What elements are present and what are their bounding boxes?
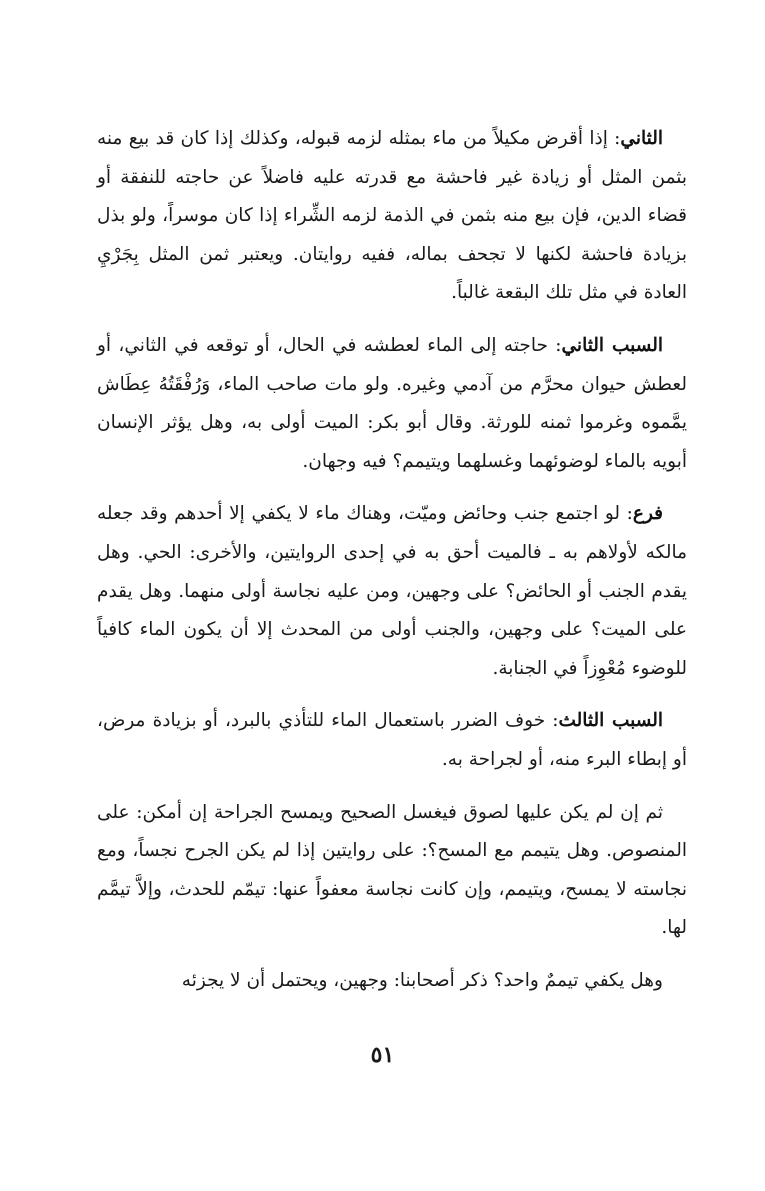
paragraph-second-case <box>97 120 687 313</box>
paragraph-third-reason <box>97 702 687 779</box>
paragraph-lead: الثاني <box>620 128 663 149</box>
paragraph-bandage-ruling <box>97 794 687 948</box>
paragraph-lead: السبب الثالث <box>558 710 663 732</box>
paragraph-single-tayammum <box>97 962 687 1001</box>
paragraph-text: : لو اجتمع جنب وحائض وميّت، وهناك ماء لا يكفي إلا أحدهم وقد جعله مالكه لأولاهم به ـ فالميت أحق به في إحدى الروايتين، والأخرى: الحي. وهل يقدم الجنب أو الحائض؟ على وجهين، ومن عليه نجاسة أولى منهما. وهل يقدم على الميت؟ على وجهين، والجنب أولى من المحدث إلا أن يكون الماء كافياً للوضوء مُعْوِزاً في الجنابة. <box>97 503 687 679</box>
paragraph-text: : خوف الضرر باستعمال الماء للتأذي بالبرد، أو بزيادة مرض، أو إبطاء البرء منه، أو لجراحة به. <box>97 710 687 770</box>
paragraph-second-reason <box>97 327 687 481</box>
page-body-text <box>97 120 687 1014</box>
paragraph-text: : حاجته إلى الماء لعطشه في الحال، أو توقعه في الثاني، أو لعطش حيوان محرَّم من آدمي وغيره. ولو مات صاحب الماء، وَرُفْقَتُهُ عِطَاش يمَّموه وغرموا ثمنه للورثة. وقال أبو بكر: الميت أولى به، وهل يؤثر الإنسان أبويه بالماء لوضوئهما وغسلهما ويتيمم؟ فيه وجهان. <box>97 334 687 472</box>
paragraph-lead: فرع <box>632 503 663 525</box>
paragraph-text: ثم إن لم يكن عليها لصوق فيغسل الصحيح ويمسح الجراحة إن أمكن: على المنصوص. وهل يتيمم مع المسح؟: على روايتين إذا لم يكن الجرح نجساً، ومع نجاسته لا يمسح، ويتيمم، وإن كانت نجاسة معفواً عنها: تيمّم للحدث، وإلاَّ تيمَّم لها. <box>97 801 687 939</box>
paragraph-text: وهل يكفي تيممٌ واحد؟ ذكر أصحابنا: وجهين، ويحتمل أن لا يجزئه <box>181 969 663 991</box>
paragraph-text: : إذا أقرض مكيلاً من ماء بمثله لزمه قبوله، وكذلك إذا كان قد بيع منه بثمن المثل أو زيادة غير فاحشة مع قدرته عليه فاضلاً عن حاجته للنفقة أو قضاء الدين، فإن بيع منه بثمن في الذمة لزمه الشِّراء إذا كان موسراً، ولو بذل بزيادة فاحشة لكنها لا تجحف بماله، ففيه روايتان. ويعتبر ثمن المثل بِجَرْيِ العادة في مثل تلك البقعة غالباً. <box>97 128 687 304</box>
paragraph-lead: السبب الثاني <box>561 334 663 356</box>
page-number: ٥١ <box>370 1042 395 1068</box>
paragraph-subsection <box>97 495 687 688</box>
